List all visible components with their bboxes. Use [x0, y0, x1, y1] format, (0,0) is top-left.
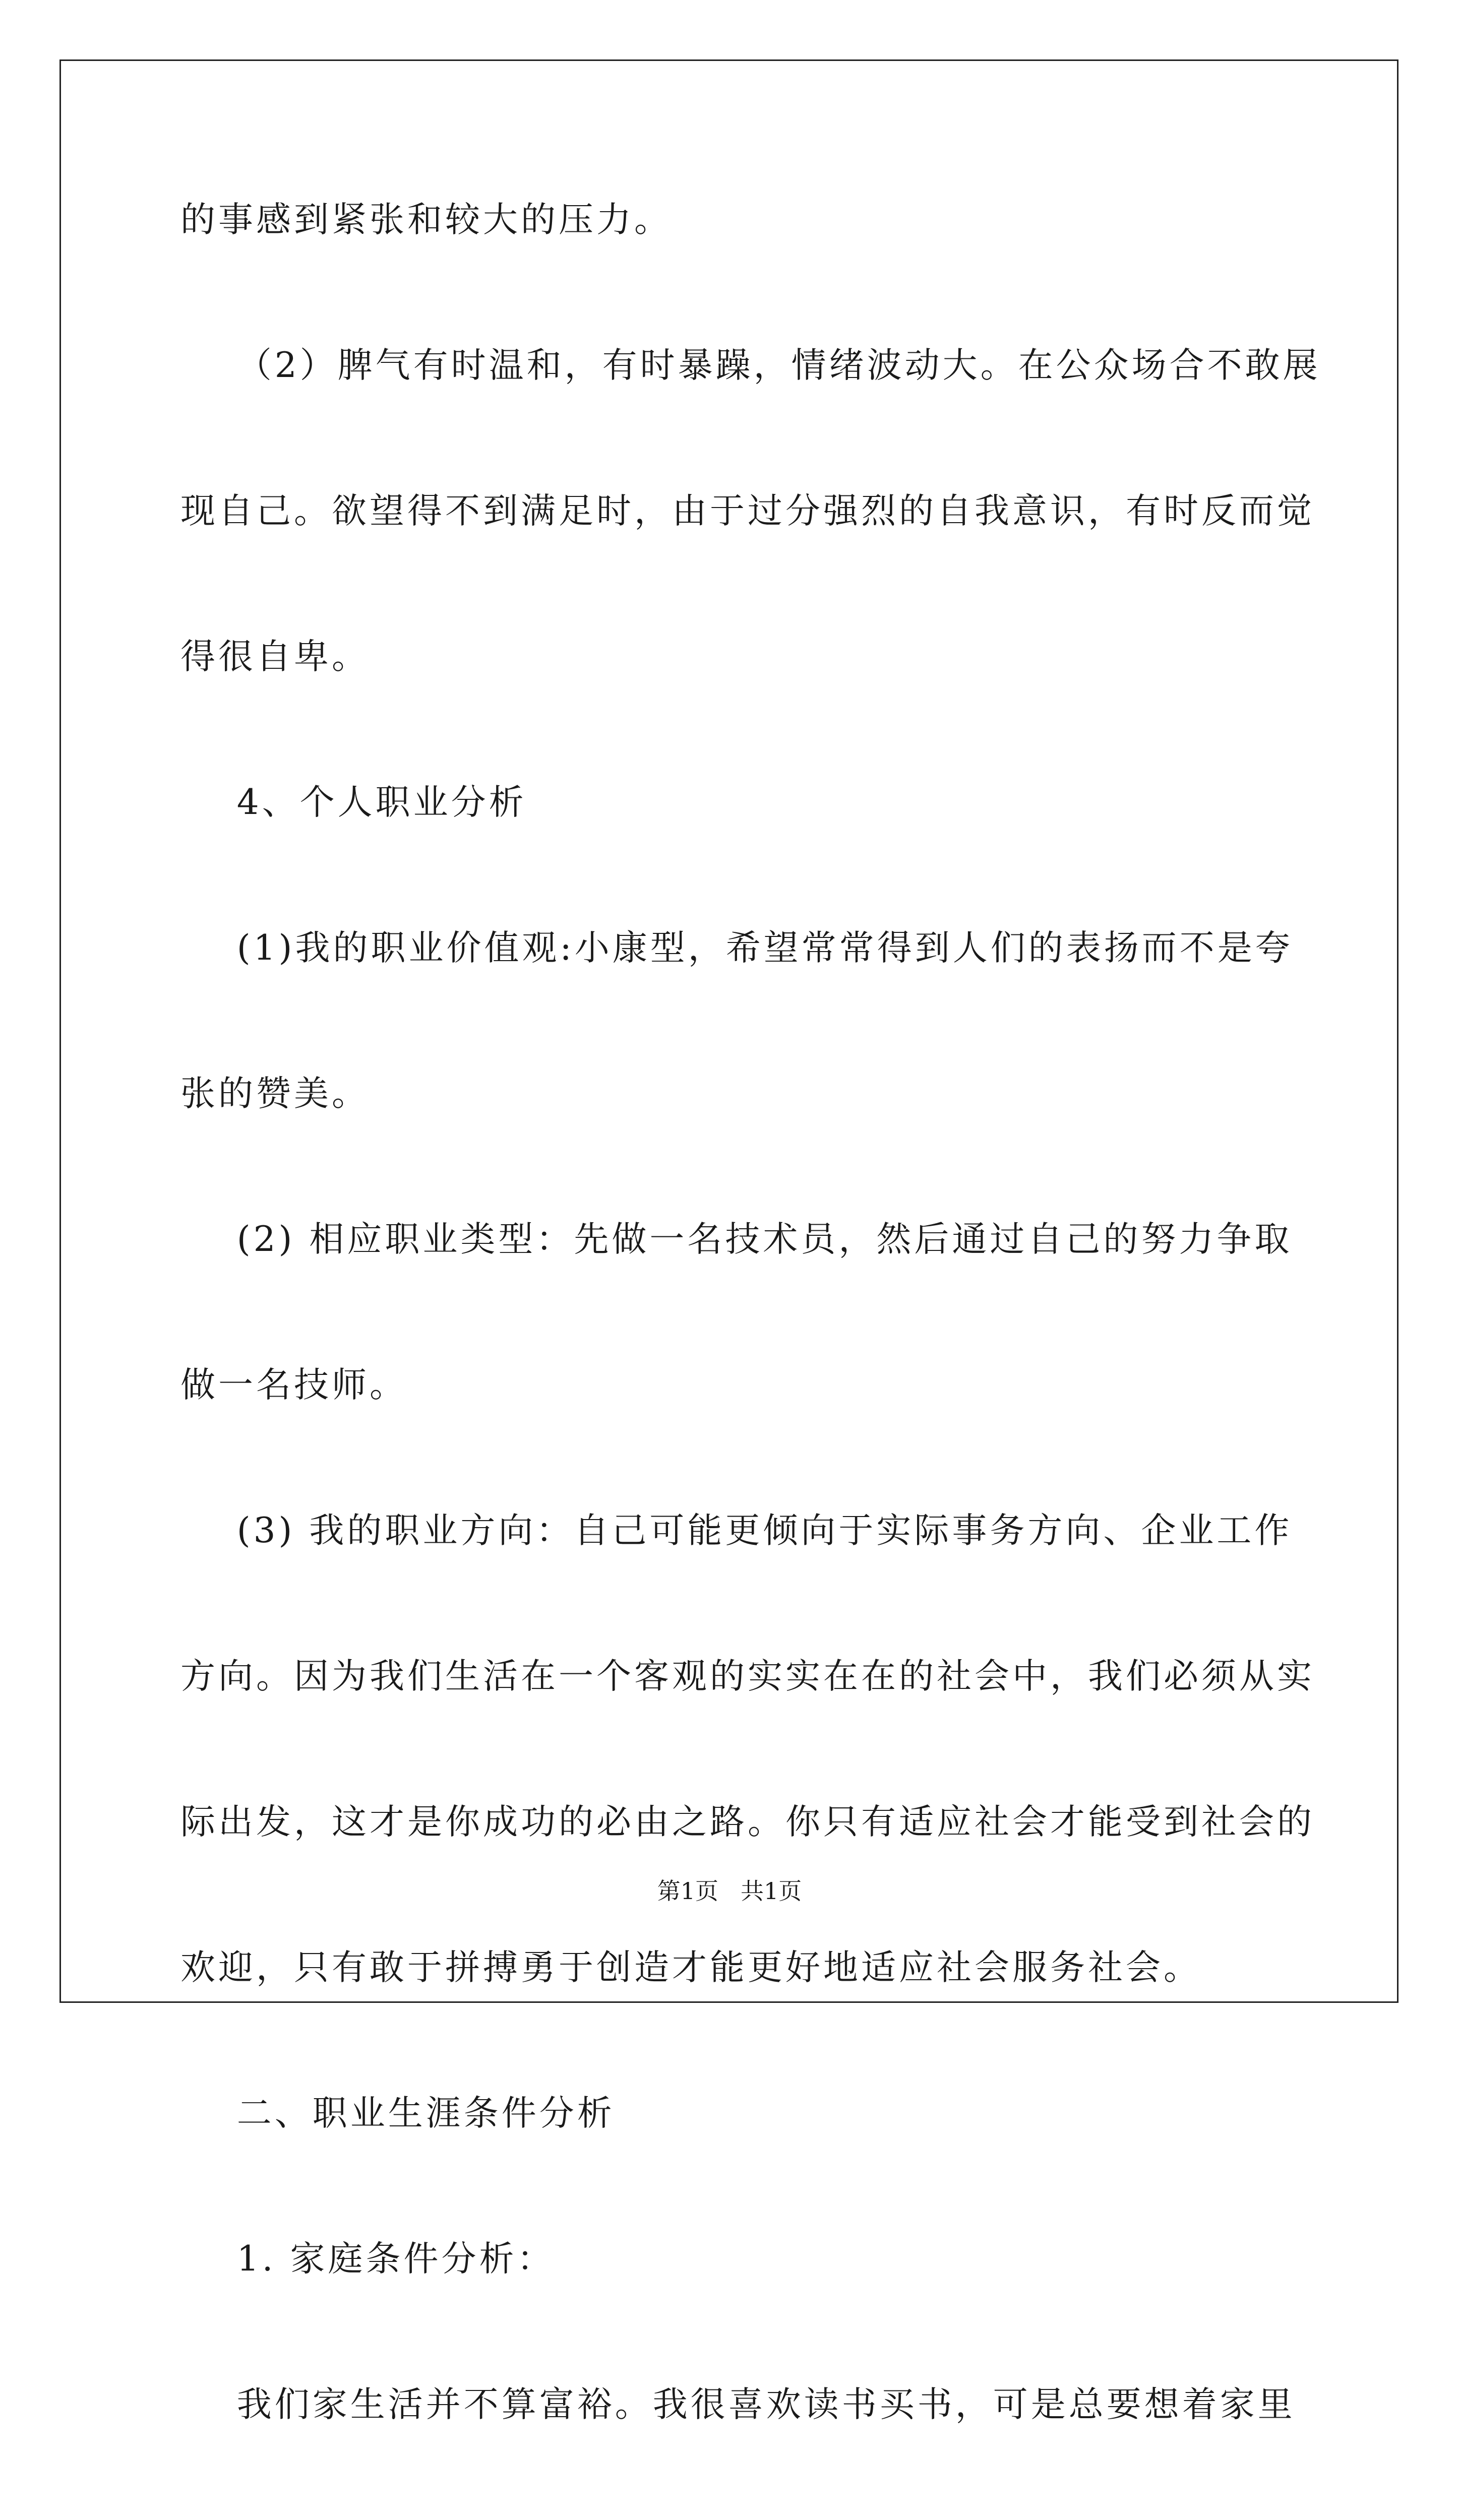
- footer-spacer: [718, 1877, 741, 1905]
- text-line: (1)我的职业价值观:小康型，希望常常得到人们的表扬而不是夸: [180, 928, 1293, 968]
- section-heading: 4、个人职业分析: [180, 782, 527, 823]
- text-line: 现自己。欲望得不到满足时，由于过分强烈的自我意识，有时反而觉: [180, 491, 1315, 531]
- page-footer: [0, 1876, 1459, 1906]
- text-line: 欢迎，只有敢于拼搏勇于创造才能更好地适应社会服务社会。: [180, 1947, 1201, 1988]
- text-line: 方向。因为我们生活在一个客观的实实在在的社会中，我们必须从实: [180, 1656, 1315, 1696]
- text-line: (2) 相应职业类型：先做一名技术员，然后通过自己的努力争取: [180, 1219, 1293, 1259]
- text-line: 际出发，这才是你成功的必由之路。你只有适应社会才能受到社会的: [180, 1802, 1315, 1842]
- document-body: [180, 192, 1321, 2520]
- text-line: （2）脾气有时温和，有时暴躁，情绪波动大。在公众场合不敢展: [180, 345, 1321, 386]
- page-total: 共1页: [740, 1877, 802, 1905]
- text-line: 的事感到紧张和较大的压力。: [180, 200, 672, 240]
- text-line: 我们家生活并不算富裕。我很喜欢读书买书，可是总要想着家里: [180, 2384, 1296, 2425]
- text-line: 得很自卑。: [180, 637, 370, 677]
- text-line: 张的赞美。: [180, 1074, 370, 1114]
- subsection-heading: 1. 家庭条件分析：: [180, 2239, 555, 2279]
- text-line: (3) 我的职业方向：自己可能更倾向于实际事务方向、企业工作: [180, 1510, 1293, 1551]
- section-heading: 二、职业生涯条件分析: [180, 2093, 615, 2133]
- text-line: 做一名技师。: [180, 1365, 407, 1405]
- page-number: 第1页: [657, 1877, 719, 1905]
